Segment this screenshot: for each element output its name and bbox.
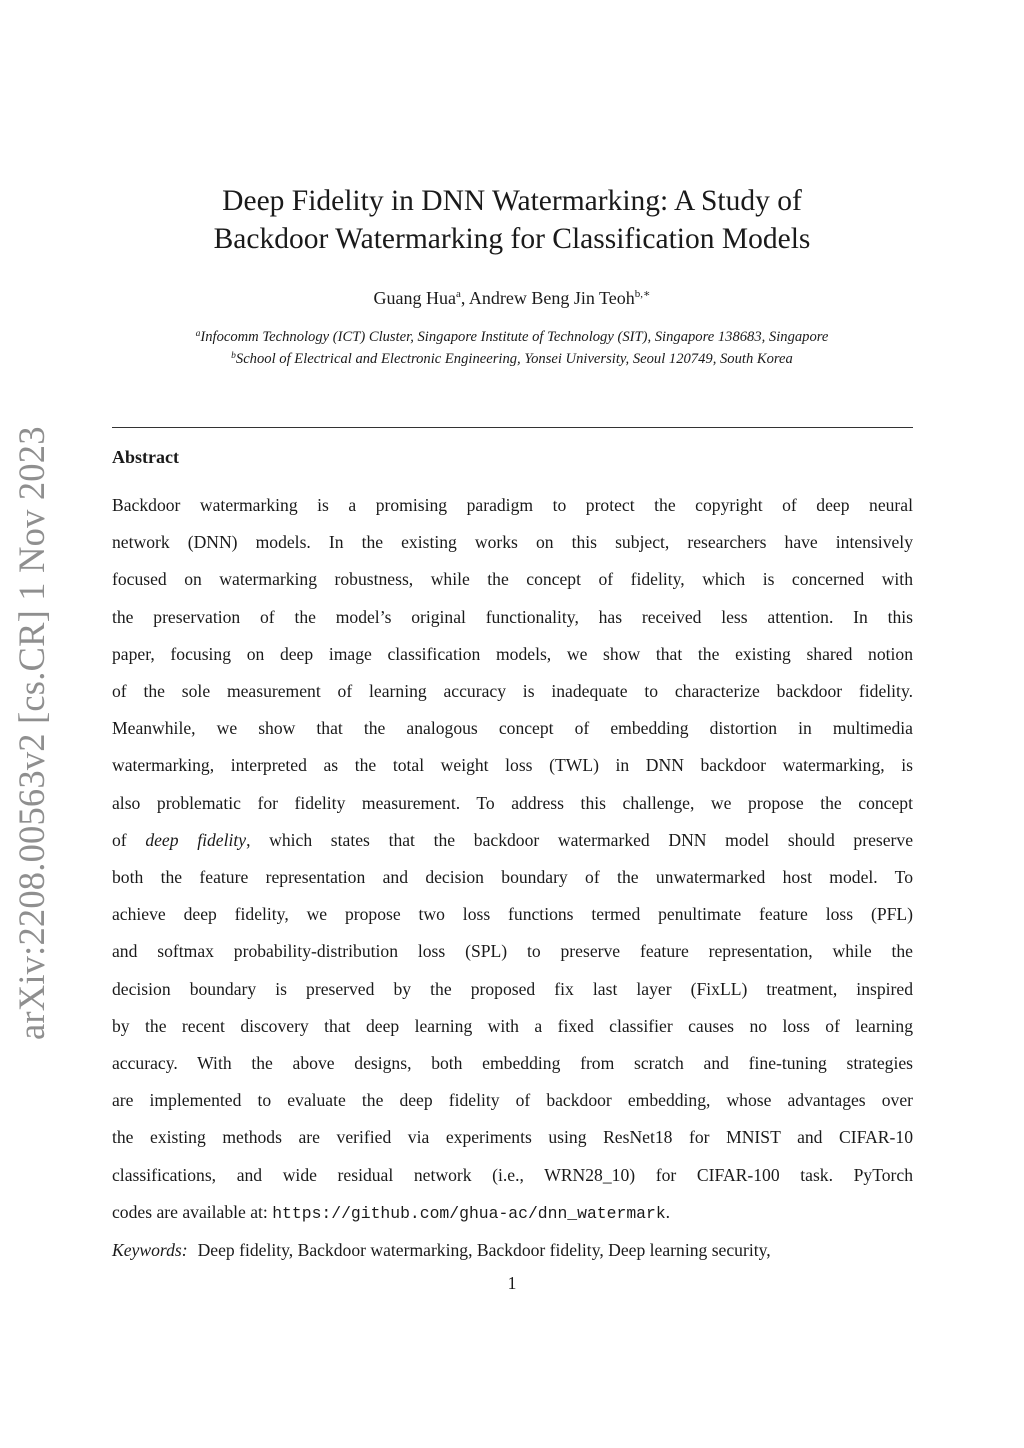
abstract-line: achieve deep fidelity, we propose two loss functions termed penultimate feature loss (PFL) [112, 904, 913, 925]
abstract-text: , which states that the backdoor watermarked DNN model should preserve [246, 829, 914, 850]
abstract-line: Meanwhile, we show that the analogous concept of embedding distortion in multimedia [112, 718, 913, 739]
deep-fidelity-term: deep fidelity [145, 829, 247, 850]
author-name: Guang Hua [373, 288, 456, 308]
horizontal-divider [112, 427, 913, 428]
paper-title [112, 182, 912, 258]
paper-title-line-1: Deep Fidelity in DNN Watermarking: A Study of [222, 185, 802, 217]
abstract-line: by the recent discovery that deep learning with a fixed classifier causes no loss of learning [112, 1015, 913, 1036]
abstract-text: of [112, 829, 146, 850]
abstract-line: focused on watermarking robustness, while the concept of fidelity, which is concerned with [112, 569, 913, 590]
keywords-text: Deep fidelity, Backdoor watermarking, Backdoor fidelity, Deep learning security, [197, 1240, 771, 1260]
abstract-line: accuracy. With the above designs, both embedding from scratch and fine-tuning strategies [112, 1053, 913, 1074]
abstract-text: codes are available at: [112, 1201, 273, 1222]
affiliation-list [104, 326, 920, 370]
abstract-line: of the sole measurement of learning accuracy is inadequate to characterize backdoor fidelity. [112, 681, 913, 702]
affiliation-a [104, 326, 920, 348]
affiliation-text: School of Electrical and Electronic Engineering, Yonsei University, Seoul 120749, South Korea [235, 351, 793, 367]
abstract-line: classifications, and wide residual network (i.e., WRN28_10) for CIFAR-100 task. PyTorch [112, 1164, 913, 1185]
affiliation-mark: a [195, 329, 201, 339]
arxiv-identifier-stamp: arXiv:2208.00563v2 [cs.CR] 1 Nov 2023 [11, 426, 52, 1040]
abstract-line: are implemented to evaluate the deep fidelity of backdoor embedding, whose advantages over [112, 1090, 913, 1111]
paper-title-line-2: Backdoor Watermarking for Classification Models [213, 223, 811, 255]
abstract-line: network (DNN) models. In the existing works on this subject, researchers have intensively [112, 532, 913, 553]
code-repository-link[interactable]: https://github.com/ghua-ac/dnn_watermark [272, 1203, 666, 1223]
author-affiliation-mark: a [455, 288, 461, 300]
abstract-line: the existing methods are verified via experiments using ResNet18 for MNIST and CIFAR-10 [112, 1127, 913, 1148]
author-separator: , [460, 288, 469, 308]
abstract-line: the preservation of the model’s original functionality, has received less attention. In this [112, 606, 913, 627]
keywords-label: Keywords: [112, 1240, 188, 1260]
abstract-line [112, 822, 913, 859]
abstract-line: both the feature representation and decision boundary of the unwatermarked host model. To [112, 867, 913, 888]
affiliation-text: Infocomm Technology (ICT) Cluster, Singapore Institute of Technology (SIT), Singapore 138683, Singapore [200, 329, 829, 345]
abstract-line: decision boundary is preserved by the proposed fix last layer (FixLL) treatment, inspired [112, 978, 913, 999]
abstract-line: paper, focusing on deep image classification models, we show that the existing shared notion [112, 643, 913, 664]
abstract-body [112, 487, 913, 1232]
author-list [112, 286, 912, 310]
abstract-line: Backdoor watermarking is a promising paradigm to protect the copyright of deep neural [112, 495, 913, 515]
page-number: 1 [507, 1273, 517, 1293]
keywords-line [112, 1238, 913, 1262]
abstract-line: watermarking, interpreted as the total weight loss (TWL) in DNN backdoor watermarking, is [112, 755, 913, 776]
author-affiliation-mark: b,∗ [634, 288, 651, 300]
author-name: Andrew Beng Jin Teoh [468, 288, 635, 308]
abstract-line [112, 1194, 913, 1232]
abstract-line: also problematic for fidelity measurement. To address this challenge, we propose the concept [112, 792, 913, 813]
abstract-text: . [665, 1201, 671, 1222]
affiliation-mark: b [231, 351, 236, 361]
abstract-heading: Abstract [112, 447, 179, 467]
abstract-line: and softmax probability-distribution loss (SPL) to preserve feature representation, while the [112, 941, 913, 962]
affiliation-b [104, 348, 920, 370]
